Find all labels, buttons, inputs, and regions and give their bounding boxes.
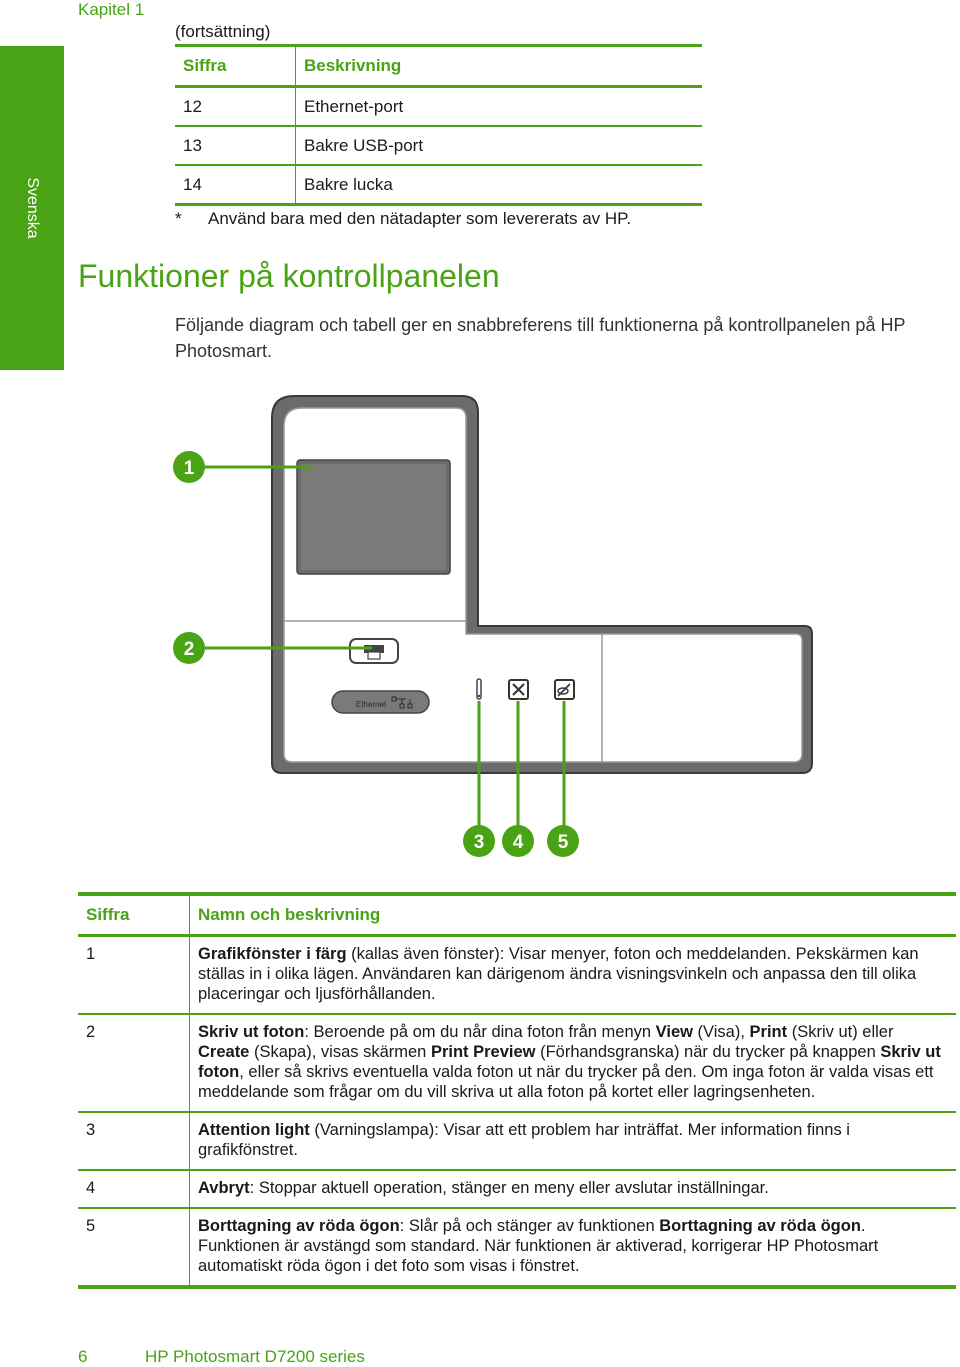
description-text: (kallas även fönster): Visar menyer, foton och meddelanden. Pekskärmen kan ställas in i olika lägen. Användaren kan därigenom ändra visningsvinkeln och anpassa den till olika placeringar och ljusförhållanden.: [198, 945, 919, 1003]
control-panel-table: [78, 892, 956, 1289]
main-table-row: [78, 1112, 956, 1170]
main-table-row: [78, 936, 956, 1015]
main-table-header-row: [78, 894, 956, 936]
description-term: Print Preview: [430, 1043, 536, 1061]
main-table-cell-number: 3: [78, 1112, 190, 1170]
description-text: (Förhandsgranska) när du trycker på knappen: [535, 1043, 881, 1061]
top-table-row: [175, 87, 702, 127]
svg-text:4: 4: [512, 832, 524, 853]
top-table-cell-description: Bakre lucka: [304, 174, 393, 194]
section-title: Funktioner på kontrollpanelen: [78, 258, 500, 294]
svg-text:3: 3: [473, 832, 485, 853]
main-table-cell-number: 5: [78, 1208, 190, 1287]
callout-1: [173, 451, 205, 483]
top-table-cell-description: Ethernet-port: [304, 96, 404, 116]
top-table-row: [175, 126, 702, 165]
section-intro: Följande diagram och tabell ger en snabbreferens till funktionerna på kontrollpanelen på HP Photosmart.: [175, 315, 906, 361]
main-table-cell-description: [190, 1208, 957, 1287]
description-text: : Beroende på om du når dina foton från menyn: [304, 1023, 656, 1041]
callout-5: [547, 825, 579, 857]
color-graphics-display-glass: [301, 464, 446, 570]
top-table-header-description: Beskrivning: [304, 56, 402, 75]
top-table-cell-number: 12: [175, 87, 296, 127]
footnote-mark: *: [175, 209, 182, 228]
description-text: (Skriv ut) eller: [787, 1023, 894, 1041]
main-table-header-number: Siffra: [78, 894, 190, 936]
description-text: : Stoppar aktuell operation, stänger en meny eller avslutar inställningar.: [249, 1179, 769, 1197]
svg-text:1: 1: [183, 458, 195, 479]
main-table-cell-description: [190, 1014, 957, 1112]
attention-light-dot: [478, 695, 480, 697]
footnote: [175, 209, 631, 229]
top-table-header-number: Siffra: [175, 46, 296, 87]
main-table-row: [78, 1170, 956, 1208]
chapter-label: Kapitel 1: [78, 0, 145, 19]
top-table-cell-number: 13: [175, 126, 296, 165]
description-term: View: [655, 1023, 693, 1041]
description-text: (Visa),: [692, 1023, 750, 1041]
main-table-cell-number: 2: [78, 1014, 190, 1112]
footnote-text: Använd bara med den nätadapter som levererats av HP.: [208, 209, 632, 228]
svg-text:5: 5: [557, 832, 569, 853]
main-table-cell-number: 1: [78, 936, 190, 1015]
main-table-cell-number: 4: [78, 1170, 190, 1208]
description-text: . Funktionen är avstängd som standard. När funktionen är aktiverad, korrigerar HP Photosmart automatiskt röda ögon i det foto som visas i fönstret.: [198, 1217, 879, 1275]
print-photos-button: [350, 639, 398, 663]
callout-4: [502, 825, 534, 857]
red-eye-removal-button: [555, 680, 574, 699]
ethernet-label: Ethernet: [356, 700, 387, 709]
main-table-row: [78, 1208, 956, 1287]
top-table-cell-number: 14: [175, 165, 296, 205]
description-text: , eller så skrivs eventuella valda foton ut när du trycker på den. Om inga foton är valda visas ett meddelande som frågar om du vill skriva ut alla foton på kortet eller lagringsenheten.: [198, 1063, 934, 1101]
description-text: (Skapa), visas skärmen: [249, 1043, 431, 1061]
main-table-header-description: Namn och beskrivning: [198, 905, 381, 924]
description-text: : Slår på och stänger av funktionen: [399, 1217, 660, 1235]
description-term: Skriv ut foton: [198, 1043, 941, 1081]
top-table-row: [175, 165, 702, 205]
main-table-cell-description: [190, 1170, 957, 1208]
description-term: Grafikfönster i färg: [198, 945, 347, 963]
top-table-cell-description: Bakre USB-port: [304, 135, 424, 155]
language-side-tab: [0, 46, 64, 370]
page-number: 6: [78, 1347, 88, 1366]
description-term: Skriv ut foton: [198, 1023, 305, 1041]
callout-2: [173, 632, 205, 664]
control-panel-diagram: [160, 388, 840, 868]
callout-3: [463, 825, 495, 857]
main-table-cell-description: [190, 1112, 957, 1170]
top-table: [175, 44, 702, 206]
main-table-row: [78, 1014, 956, 1112]
cancel-button: [509, 680, 528, 699]
description-term: Borttagning av röda ögon: [198, 1217, 400, 1235]
description-term: Print: [749, 1023, 788, 1041]
product-series: HP Photosmart D7200 series: [145, 1347, 365, 1366]
language-tab-label: Svenska: [24, 177, 41, 239]
description-term: Borttagning av röda ögon: [659, 1217, 861, 1235]
description-term: Attention light: [198, 1121, 310, 1139]
description-term: Create: [198, 1043, 250, 1061]
continuation-label: (fortsättning): [175, 22, 271, 41]
svg-text:2: 2: [183, 639, 195, 660]
description-text: (Varningslampa): Visar att ett problem har inträffat. Mer information finns i grafikfönstret.: [198, 1121, 850, 1159]
main-table-cell-description: [190, 936, 957, 1015]
description-term: Avbryt: [198, 1179, 250, 1197]
top-table-header-row: [175, 46, 702, 87]
